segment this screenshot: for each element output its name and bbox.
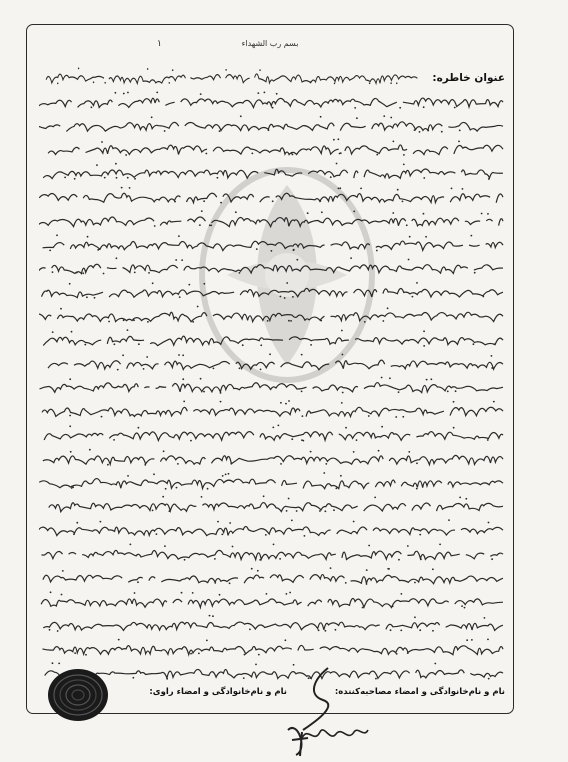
- page-number: ۱: [157, 39, 162, 49]
- narrator-field-label: نام و نام‌خانوادگی و امضاء راوی:: [149, 687, 287, 697]
- fingerprint-stamp: [46, 666, 110, 724]
- handwritten-line: [39, 493, 505, 515]
- handwritten-line: [39, 279, 505, 301]
- handwritten-line: [39, 398, 505, 420]
- handwritten-line: [39, 612, 505, 634]
- handwritten-line: [39, 565, 505, 587]
- handwritten-line: [39, 232, 505, 254]
- memo-title-label: عنوان خاطره:: [432, 72, 505, 84]
- handwritten-line: [39, 636, 505, 658]
- handwritten-line: [39, 184, 505, 206]
- handwritten-line: [39, 517, 505, 539]
- handwritten-line: [39, 541, 505, 563]
- header-title: بسم رب الشهداء: [241, 39, 299, 48]
- handwritten-body: [27, 25, 514, 714]
- handwritten-line: [39, 374, 505, 396]
- handwritten-line: [39, 255, 505, 277]
- handwritten-line: [39, 470, 505, 492]
- handwritten-line: [39, 208, 505, 230]
- handwritten-line: [39, 113, 505, 135]
- handwritten-line: [39, 89, 505, 111]
- signature-name-scribble: [300, 720, 370, 748]
- handwritten-line: [39, 160, 505, 182]
- handwritten-line: [39, 351, 505, 373]
- handwritten-line: [39, 303, 505, 325]
- handwritten-line: [39, 589, 505, 611]
- page-frame: [26, 24, 514, 714]
- handwritten-line: [39, 65, 419, 87]
- handwritten-line: [39, 422, 505, 444]
- handwritten-line: [39, 327, 505, 349]
- handwritten-line: [39, 136, 505, 158]
- interviewer-field-label: نام و نام‌خانوادگی و امضاء مصاحبه‌کننده:: [334, 687, 505, 697]
- handwritten-line: [39, 446, 505, 468]
